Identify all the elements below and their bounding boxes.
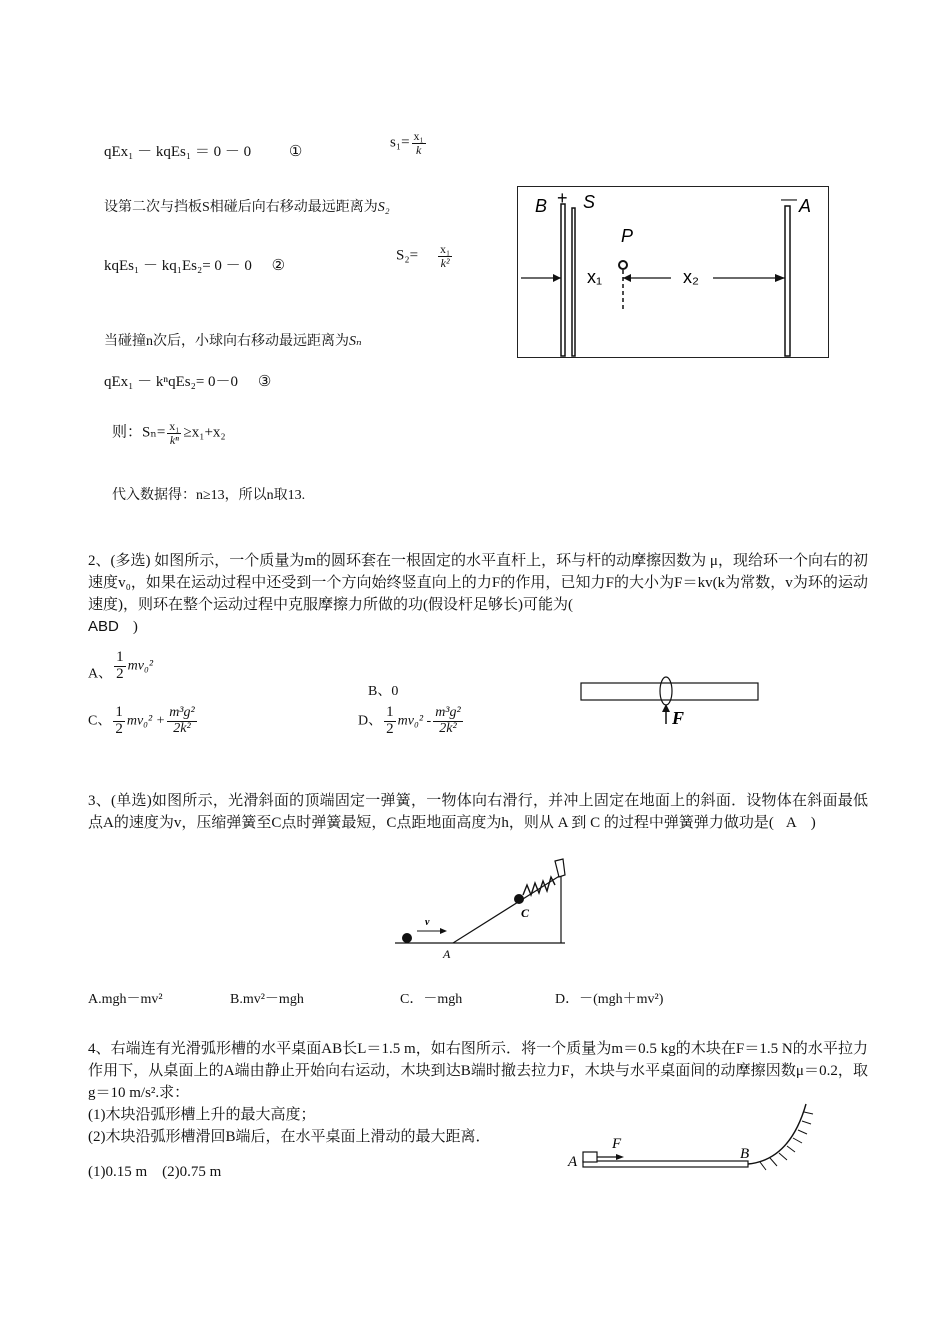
incline-figure	[395, 855, 570, 960]
q3-options	[88, 988, 663, 1008]
opt-a-den: 2	[116, 665, 124, 682]
q4-answer: (1)0.15 m (2)0.75 m	[88, 1164, 222, 1180]
q3-stem	[88, 790, 868, 834]
eq1-s-num: x₁	[413, 129, 424, 143]
eq1-s	[390, 130, 428, 156]
part1-line2	[104, 196, 390, 216]
opt-d-num: 1	[386, 704, 394, 720]
table-groove-figure	[568, 1100, 838, 1180]
q3-option-c: C．－mgh	[400, 992, 463, 1007]
opt-d-frac1	[384, 705, 396, 738]
then-den: kⁿ	[169, 432, 179, 447]
point-p	[619, 261, 627, 269]
block-at-c	[514, 894, 524, 904]
x2-right-arrowhead	[775, 274, 785, 282]
opt-d-num2: m³g²	[435, 705, 461, 721]
q2-option-a	[88, 650, 153, 683]
eq1-s-den: k	[415, 142, 422, 157]
x2-left-arrowhead	[623, 274, 631, 282]
label-b-table: B	[740, 1146, 750, 1162]
opt-c-den: 2	[115, 720, 123, 737]
label-a-incline: A	[443, 947, 451, 961]
q3-option-d: D．－(mgh＋mv²)	[555, 992, 664, 1007]
rod	[581, 683, 758, 700]
opt-c-num2: m³g²	[169, 705, 195, 721]
opt-c-frac2	[167, 706, 197, 736]
baffle-s	[572, 208, 575, 356]
x1-arrowhead	[553, 274, 561, 282]
label-a-table: A	[568, 1154, 578, 1170]
opt-c-label: C、	[88, 713, 112, 729]
arc-groove	[748, 1104, 806, 1164]
q2-close: )	[132, 619, 138, 635]
q4-text: 4、右端连有光滑弧形槽的水平桌面AB长L＝1.5 m，如右图所示．将一个质量为m＝0.5 kg的木块在F＝1.5 N的水平拉力作用下，从桌面上的A端由静止开始向右运动，木块到达B端时撤去拉力F，木块与水平桌面间的动摩擦因数μ＝0.2，取g＝10 m/s².求：	[88, 1041, 868, 1101]
label-x1: x₁	[587, 267, 603, 287]
opt-d-mid: mv₀² -	[397, 713, 432, 729]
q3-answer: A	[785, 815, 797, 831]
line2-text: 设第二次与挡板S相碰后向右移动最远距离为	[104, 200, 378, 215]
velocity-arrowhead	[440, 928, 447, 934]
opt-c-den2: 2k²	[173, 720, 191, 736]
plate-b	[561, 204, 565, 356]
label-a: A	[799, 196, 812, 216]
opt-d-den: 2	[386, 720, 394, 737]
line3-var: Sₙ	[349, 334, 362, 349]
q2-text: 2、(多选) 如图所示，一个质量为m的圆环套在一根固定的水平直杆上，环与杆的动摩擦因数为 μ，现给环一个向右的初速度v₀，如果在运动过程中还受到一个方向始终竖直向上的力F的作用，已知力F的大小为F＝kv(k为常数，v为环的运动速度)，则环在整个运动过程中克服摩擦力所做的功(假设杆足够长)可能为(	[88, 553, 868, 613]
label-plus: +	[557, 188, 568, 208]
opt-a-tail: mv₀²	[127, 658, 154, 674]
opt-a-num: 1	[116, 649, 124, 665]
line2-var: S₂	[377, 200, 390, 215]
label-f-pull: F	[612, 1136, 622, 1152]
label-b: B	[535, 196, 548, 216]
then-frac	[167, 420, 181, 446]
label-minus: —	[781, 191, 797, 208]
line3-text: 当碰撞n次后，小球向右移动最远距离为	[104, 334, 349, 349]
q3-option-b: B.mv²－mgh	[230, 992, 304, 1007]
q2-stem	[88, 550, 868, 638]
label-s: S	[583, 192, 596, 212]
q3-text: 3、(单选)如图所示，光滑斜面的顶端固定一弹簧，一物体向右滑行，并冲上固定在地面上的斜面．设物体在斜面最低点A的速度为v，压缩弹簧至C点时弹簧最短，C点距地面高度为h，则从 A 到 C 的过程中弹簧弹力做功是(	[88, 793, 868, 831]
q2-option-d	[358, 705, 465, 738]
plates-figure	[517, 186, 829, 358]
table-surface	[583, 1161, 748, 1167]
q4-sub2: (2)木块沿弧形槽滑回B端后，在水平桌面上滑动的最大距离．	[88, 1129, 491, 1145]
then-eq	[112, 420, 226, 446]
eq3-mark: ③	[257, 374, 272, 390]
eq2-mark: ②	[271, 258, 286, 274]
eq2-s-den: k²	[440, 255, 450, 270]
eq2-s	[396, 243, 454, 269]
opt-c-mid: mv₀² +	[126, 713, 166, 729]
opt-d-den2: 2k²	[439, 720, 457, 736]
eq1-text: qEx₁ － kqEs₁ ＝ 0 － 0	[104, 144, 252, 160]
opt-d-label: D、	[358, 713, 383, 729]
opt-d-frac2	[433, 706, 463, 736]
label-x2: x₂	[683, 267, 699, 287]
eq2-s-num: x₁	[440, 242, 451, 256]
part1-line3	[104, 330, 362, 350]
q2-option-c	[88, 705, 199, 738]
rod-ring-figure	[580, 674, 762, 730]
result-line: 代入数据得：n≥13，所以n取13.	[112, 488, 306, 503]
opt-c-frac1	[113, 705, 125, 738]
opt-c-num: 1	[115, 704, 123, 720]
label-c: C	[521, 906, 530, 920]
eq2	[104, 254, 285, 275]
eq1	[104, 140, 302, 161]
q3-close: )	[810, 815, 816, 831]
eq1-s-frac	[412, 130, 426, 156]
pull-force-arrowhead	[616, 1154, 624, 1160]
then-lhs: 则：Sₙ=	[112, 424, 166, 441]
plate-a	[785, 206, 790, 356]
eq2-text: kqEs₁ － kq₁Es₂= 0 － 0	[104, 258, 252, 274]
eq2-s-lhs: S₂=	[396, 247, 419, 264]
label-p: P	[621, 226, 634, 246]
label-v: v	[425, 917, 430, 928]
arc-hatching	[760, 1112, 813, 1170]
force-arrowhead	[662, 704, 670, 712]
ball	[402, 933, 412, 943]
q4-sub1: (1)木块沿弧形槽上升的最大高度；	[88, 1107, 316, 1123]
q2-option-b: B、0	[368, 684, 399, 699]
spring-mount	[555, 859, 565, 877]
eq2-s-frac	[438, 243, 452, 269]
label-f: F	[672, 708, 685, 728]
opt-a-label: A、	[88, 666, 113, 682]
q2-answer: ABD	[88, 618, 119, 635]
opt-a-frac	[114, 650, 126, 683]
q3-option-a: A.mgh－mv²	[88, 992, 163, 1007]
then-num: x₁	[169, 419, 180, 433]
spring	[523, 877, 555, 895]
wooden-block	[583, 1152, 597, 1162]
then-rhs: ≥x₁+x₂	[183, 424, 226, 441]
eq1-s-lhs: s₁=	[390, 134, 410, 151]
eq3	[104, 370, 271, 391]
eq3-text: qEx₁ － kⁿqEs₂= 0－0	[104, 374, 239, 390]
eq1-mark: ①	[288, 144, 303, 160]
